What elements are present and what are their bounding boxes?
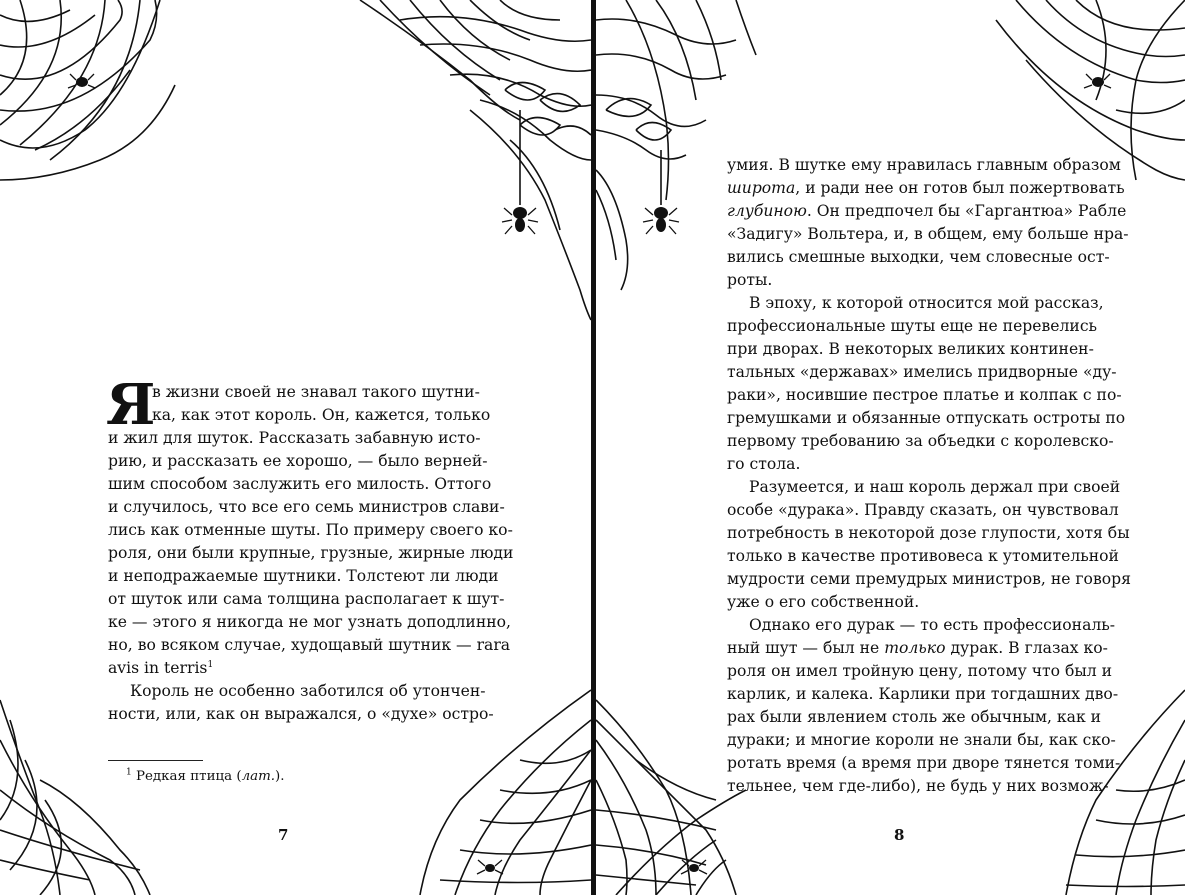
text-line-content: только в качестве противовеса к утомительной xyxy=(727,547,1119,565)
text-line xyxy=(727,315,1098,338)
text-line xyxy=(108,496,505,519)
text-line-content: тельнее, чем где-либо), не будь у них возмож- xyxy=(727,777,1109,795)
text-line xyxy=(727,499,1119,522)
footnote-em: лат. xyxy=(241,769,276,784)
text-line xyxy=(727,384,1122,407)
text-line-content: при дворах. В некоторых великих континен- xyxy=(727,340,1094,358)
text-line-content: «Задигу» Вольтера, и, в общем, ему больше нра- xyxy=(727,225,1129,243)
text-line xyxy=(108,473,492,496)
text-line xyxy=(727,154,1121,177)
text-line-content: потребность в некоторой дозе глупости, хотя бы xyxy=(727,524,1130,542)
right-page-body xyxy=(727,154,1131,798)
text-line xyxy=(727,614,1116,637)
text-line-content: Однако его дурак — то есть профессиональ- xyxy=(749,616,1116,634)
text-line-content: первому требованию за объедки с королевско- xyxy=(727,432,1114,450)
footnote-reference: 1 xyxy=(207,659,214,670)
text-line-content: но, во всяком случае, худощавый шутник — rara xyxy=(108,636,511,654)
text-line-content: , и ради нее он готов был пожертвовать xyxy=(795,179,1125,197)
text-line xyxy=(108,404,491,427)
text-line-content: тальных «державах» имелись придворные «ду- xyxy=(727,363,1117,381)
text-line-content: уже о его собственной. xyxy=(727,593,920,611)
text-line-content: ности, или, как он выражался, о «духе» остро- xyxy=(108,705,494,723)
text-line-content: гремушками и обязанные отпускать остроты по xyxy=(727,409,1126,427)
text-line-content: дураки; и многие короли не знали бы, как ско- xyxy=(727,731,1116,749)
text-line xyxy=(727,223,1129,246)
text-line-content: роты. xyxy=(727,271,773,289)
text-line-content: дурак. В глазах ко- xyxy=(945,639,1108,657)
text-line xyxy=(727,660,1113,683)
text-line xyxy=(727,706,1102,729)
text-line-content: от шуток или сама толщина располагает к шут- xyxy=(108,590,505,608)
text-line-content: . Он предпочел бы «Гаргантюа» Рабле xyxy=(806,202,1127,220)
text-line-content: ный шут — был не xyxy=(727,639,885,657)
text-line-content: ке — этого я никогда не мог узнать доподлинно, xyxy=(108,613,511,631)
text-line xyxy=(108,450,488,473)
text-line xyxy=(108,542,514,565)
text-line xyxy=(727,568,1131,591)
text-line xyxy=(727,269,1080,292)
text-line xyxy=(727,292,1104,315)
drop-cap: Я xyxy=(106,372,156,438)
text-line xyxy=(108,427,481,450)
emphasis-text: только xyxy=(884,639,946,657)
text-line-content: умия. В шутке ему нравилась главным образом xyxy=(727,156,1121,174)
text-line-content: ротать время (а время при дворе тянется томи- xyxy=(727,754,1121,772)
text-line xyxy=(727,430,1114,453)
text-line xyxy=(727,200,1127,223)
text-line xyxy=(727,545,1119,568)
footnote-mark: 1 xyxy=(126,767,132,778)
text-line-content: лись как отменные шуты. По примеру своего ко- xyxy=(108,521,513,539)
emphasis-text: глубиною xyxy=(727,202,807,220)
emphasis-text: широта xyxy=(727,179,796,197)
text-line xyxy=(727,729,1116,752)
text-line xyxy=(727,591,1080,614)
text-line-content: особе «дурака». Правду сказать, он чувствовал xyxy=(727,501,1119,519)
text-line xyxy=(727,453,1080,476)
text-line-content: го стола. xyxy=(727,455,801,473)
text-line xyxy=(727,407,1126,430)
text-line xyxy=(727,338,1094,361)
text-line xyxy=(108,519,513,542)
text-line-content: и неподражаемые шутники. Толстеют ли люди xyxy=(108,567,499,585)
text-line-content: мудрости семи премудрых министров, не говоря xyxy=(727,570,1131,588)
text-line xyxy=(727,752,1121,775)
footnote-after: ). xyxy=(275,769,285,784)
text-line-content: роля он имел тройную цену, потому что был и xyxy=(727,662,1113,680)
text-line xyxy=(108,680,486,703)
text-line-content: ка, как этот король. Он, кажется, только xyxy=(152,406,491,424)
text-line-content: раки», носившие пестрое платье и колпак с по- xyxy=(727,386,1122,404)
text-line xyxy=(727,476,1121,499)
text-line-content: шим способом заслужить его милость. Оттого xyxy=(108,475,492,493)
text-line-content: вились смешные выходки, чем словесные ост- xyxy=(727,248,1110,266)
text-line-content: Разумеется, и наш король держал при своей xyxy=(749,478,1121,496)
text-line xyxy=(727,637,1108,660)
text-line xyxy=(108,657,460,680)
page-number-left: 7 xyxy=(278,826,289,844)
text-line xyxy=(727,361,1117,384)
text-line xyxy=(108,634,511,657)
text-line-content: профессиональные шуты еще не перевелись xyxy=(727,317,1098,335)
text-line-content: карлик, и калека. Карлики при тогдашних дво- xyxy=(727,685,1119,703)
text-line-content: роля, они были крупные, грузные, жирные люди xyxy=(108,544,514,562)
footnote-rule xyxy=(108,760,203,761)
text-line xyxy=(727,177,1125,200)
right-page xyxy=(596,0,1185,895)
text-line xyxy=(108,588,505,611)
footnote-text: Редкая птица ( xyxy=(136,769,242,784)
text-line-content: и случилось, что все его семь министров слави- xyxy=(108,498,505,516)
left-page xyxy=(0,0,591,895)
text-line-content: и жил для шуток. Рассказать забавную исто- xyxy=(108,429,481,447)
text-line xyxy=(727,522,1130,545)
text-line xyxy=(727,683,1119,706)
text-line xyxy=(727,775,1109,798)
text-line xyxy=(108,611,511,634)
text-line-content: в жизни своей не знавал такого шутни- xyxy=(152,383,480,401)
footnote xyxy=(126,768,426,786)
left-page-body xyxy=(106,372,514,726)
page-number-right: 8 xyxy=(894,826,905,844)
text-line-content: Король не особенно заботился об утончен- xyxy=(130,682,486,700)
text-line xyxy=(108,703,494,726)
text-line-content: avis in terris xyxy=(108,659,208,677)
text-line-content: В эпоху, к которой относится мой рассказ, xyxy=(749,294,1104,312)
text-line xyxy=(727,246,1110,269)
text-line-content: рию, и рассказать ее хорошо, — было верней- xyxy=(108,452,488,470)
text-line xyxy=(108,565,499,588)
text-line-content: рах были явлением столь же обычным, как и xyxy=(727,708,1102,726)
text-line xyxy=(108,381,480,404)
